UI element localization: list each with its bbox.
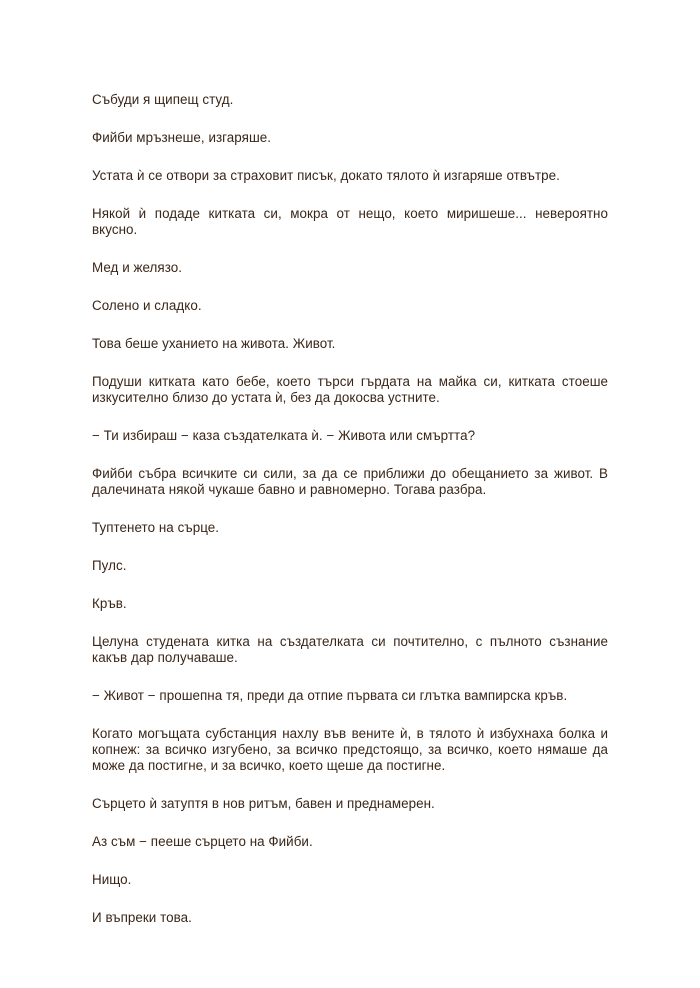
paragraph-3: Устата ѝ се отвори за страховит писък, докато тялото ѝ изгаряше отвътре. bbox=[92, 168, 560, 183]
paragraph-8: Подуши китката като бебе, което търси гърдата на майка си, китката стоеше изкусително близо до устата ѝ, без да докосва устните. bbox=[92, 374, 608, 405]
paragraph-11: Туптенето на сърце. bbox=[92, 520, 220, 535]
paragraph-1: Събуди я щипещ студ. bbox=[92, 92, 234, 107]
paragraph-15: − Живот − прошепна тя, преди да отпие първата си глътка вампирска кръв. bbox=[92, 688, 568, 703]
paragraph-4: Някой ѝ подаде китката си, мокра от нещо, което миришеше... невероятно вкусно. bbox=[92, 206, 608, 237]
paragraph-5: Мед и желязо. bbox=[92, 260, 183, 275]
paragraph-19: Нищо. bbox=[92, 872, 132, 887]
paragraph-18: Аз съм − пееше сърцето на Фийби. bbox=[92, 834, 313, 849]
document-body bbox=[92, 92, 608, 948]
paragraph-10: Фийби събра всичките си сили, за да се приближи до обещанието за живот. В далечината някой чукаше бавно и равномерно. Тогава разбра. bbox=[92, 466, 608, 497]
paragraph-6: Солено и сладко. bbox=[92, 298, 202, 313]
paragraph-2: Фийби мръзнеше, изгаряше. bbox=[92, 130, 272, 145]
paragraph-16: Когато могъщата субстанция нахлу във вените ѝ, в тялото ѝ избухнаха болка и копнеж: за всичко изгубено, за всичко предстоящо, за всичко, което нямаше да може да постигне, и за всичко, което щеше да постигне. bbox=[92, 726, 608, 773]
paragraph-14: Целуна студената китка на създателката си почтително, с пълното съзнание какъв дар получаваше. bbox=[92, 634, 608, 665]
paragraph-7: Това беше уханието на живота. Живот. bbox=[92, 336, 336, 351]
paragraph-20: И въпреки това. bbox=[92, 910, 192, 925]
paragraph-13: Кръв. bbox=[92, 596, 127, 611]
paragraph-12: Пулс. bbox=[92, 558, 127, 573]
paragraph-9: − Ти избираш − каза създателката ѝ. − Живота или смъртта? bbox=[92, 428, 476, 443]
paragraph-17: Сърцето ѝ затуптя в нов ритъм, бавен и преднамерен. bbox=[92, 796, 435, 811]
